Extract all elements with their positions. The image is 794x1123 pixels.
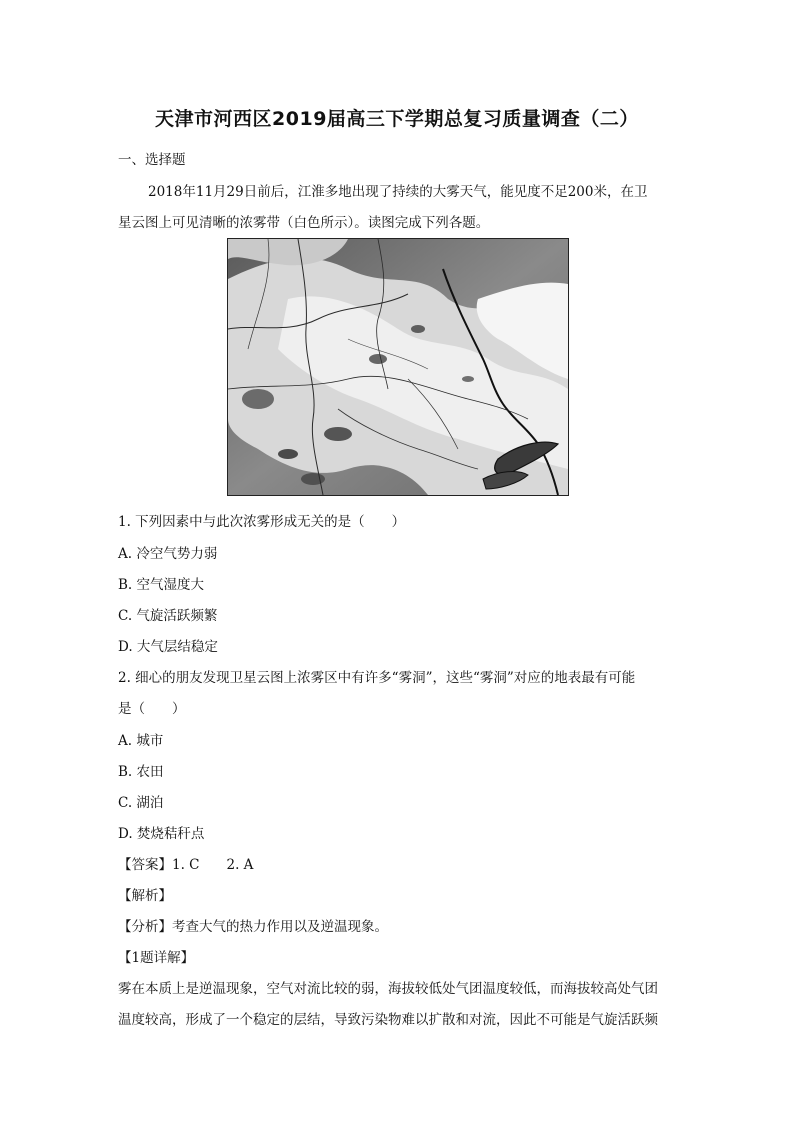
intro-line-1: 2018年11月29日前后，江淮多地出现了持续的大雾天气，能见度不足200米，在卫 (148, 184, 648, 200)
question-1-option-c: C. 气旋活跃频繁 (118, 608, 218, 624)
question-2-option-b: B. 农田 (118, 764, 164, 780)
detail-heading: 【1题详解】 (118, 950, 195, 966)
question-2-stem-line-1: 2. 细心的朋友发现卫星云图上浓雾区中有许多“雾洞”，这些“雾洞”对应的地表最有可能 (118, 670, 636, 686)
question-2-option-a: A. 城市 (118, 733, 164, 749)
answer-line: 【答案】1. C 2. A (118, 857, 254, 873)
section-heading: 一、选择题 (118, 152, 186, 168)
intro-line-2: 星云图上可见清晰的浓雾带（白色所示）。读图完成下列各题。 (118, 215, 490, 231)
question-2-stem-line-2: 是（ ） (118, 701, 186, 717)
analysis-summary: 【分析】考查大气的热力作用以及逆温现象。 (118, 919, 388, 935)
question-1-option-b: B. 空气湿度大 (118, 577, 205, 593)
satellite-image (227, 238, 569, 496)
question-2-option-d: D. 焚烧秸秆点 (118, 826, 205, 842)
detail-line-2: 温度较高，形成了一个稳定的层结，导致污染物难以扩散和对流，因此不可能是气旋活跃频 (118, 1012, 658, 1028)
analysis-heading: 【解析】 (118, 888, 172, 904)
satellite-image-icon (228, 239, 568, 495)
question-1-stem: 1. 下列因素中与此次浓雾形成无关的是（ ） (118, 514, 406, 530)
question-2-option-c: C. 湖泊 (118, 795, 164, 811)
question-1-option-d: D. 大气层结稳定 (118, 639, 218, 655)
question-1-option-a: A. 冷空气势力弱 (118, 546, 218, 562)
detail-line-1: 雾在本质上是逆温现象，空气对流比较的弱，海拔较低处气团温度较低，而海拔较高处气团 (118, 981, 658, 997)
document-title: 天津市河西区2019届高三下学期总复习质量调查（二） (155, 108, 639, 130)
